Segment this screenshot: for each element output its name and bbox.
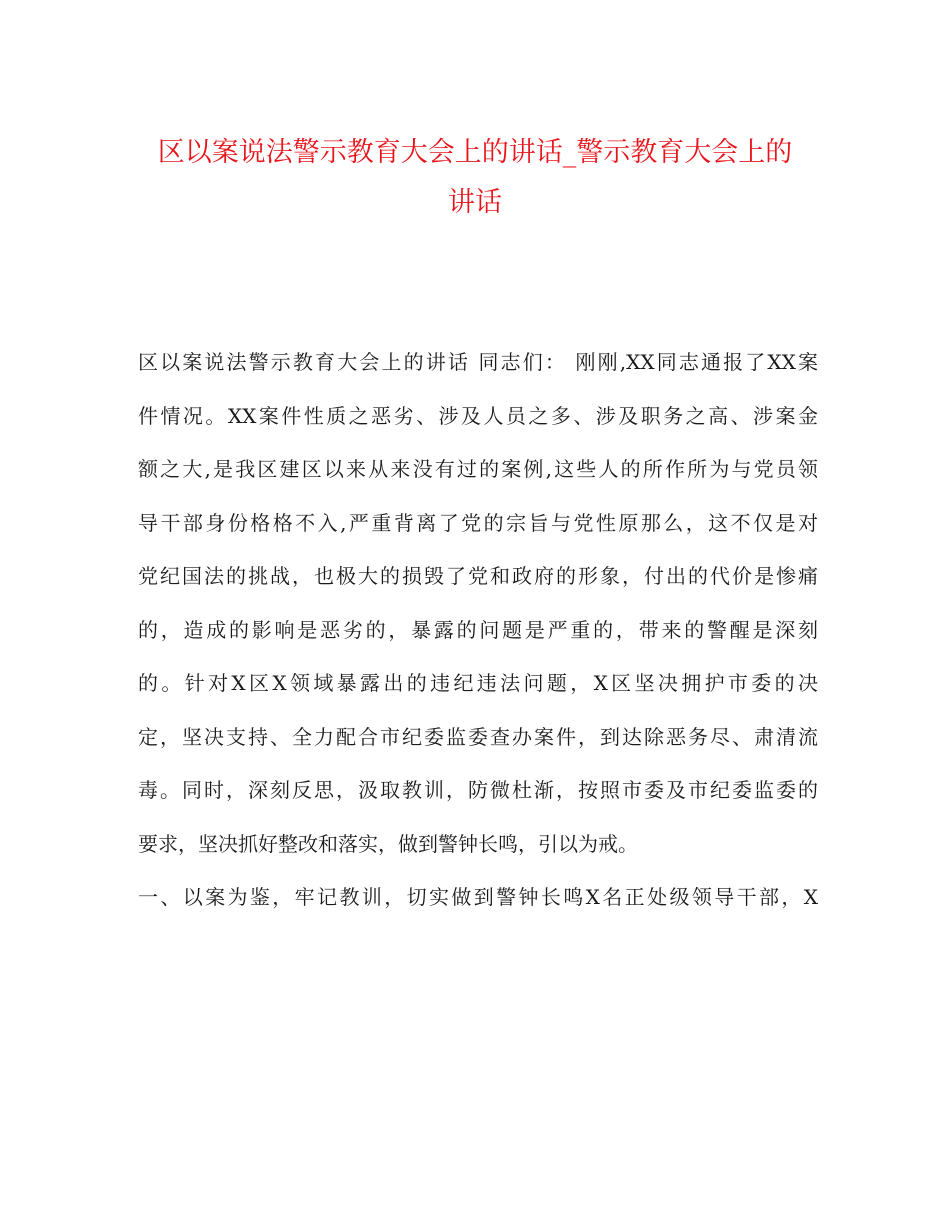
title-line-1: 区以案说法警示教育大会上的讲话_警示教育大会上的 [157,137,793,168]
body-line-9: 毒。同时，深刻反思，汲取教训，防微杜渐，按照市委及市纪委监委的 [138,778,818,802]
body-line-2: 件情况。XX案件性质之恶劣、涉及人员之多、涉及职务之高、涉案金 [138,403,818,428]
body-line-8: 定，坚决支持、全力配合市纪委监委查办案件，到达除恶务尽、肃清流 [138,724,818,749]
body-line-7: 的。针对X区X领域暴露出的违纪违法问题，X区坚决拥护市委的决 [138,671,818,695]
body-line-5: 党纪国法的挑战，也极大的损毁了党和政府的形象，付出的代价是惨痛 [138,564,818,588]
document-body [138,336,818,925]
body-line-6: 的，造成的影响是恶劣的，暴露的问题是严重的，带来的警醒是深刻 [138,617,818,642]
title-line-2: 讲话 [448,187,502,218]
body-line-1: 区以案说法警示教育大会上的讲话 同志们： 刚刚,XX同志通报了XX案 [138,350,818,374]
document-title [120,128,830,228]
body-line-10: 要求，坚决抓好整改和落实，做到警钟长鸣，引以为戒。 [138,831,638,856]
body-line-4: 导干部身份格格不入,严重背离了党的宗旨与党性原那么，这不仅是对 [138,510,818,535]
body-line-3: 额之大,是我区建区以来从来没有过的案例,这些人的所作所为与党员领 [138,457,818,481]
body-line-11: 一、以案为鉴，牢记教训，切实做到警钟长鸣X名正处级领导干部，X [138,885,818,909]
